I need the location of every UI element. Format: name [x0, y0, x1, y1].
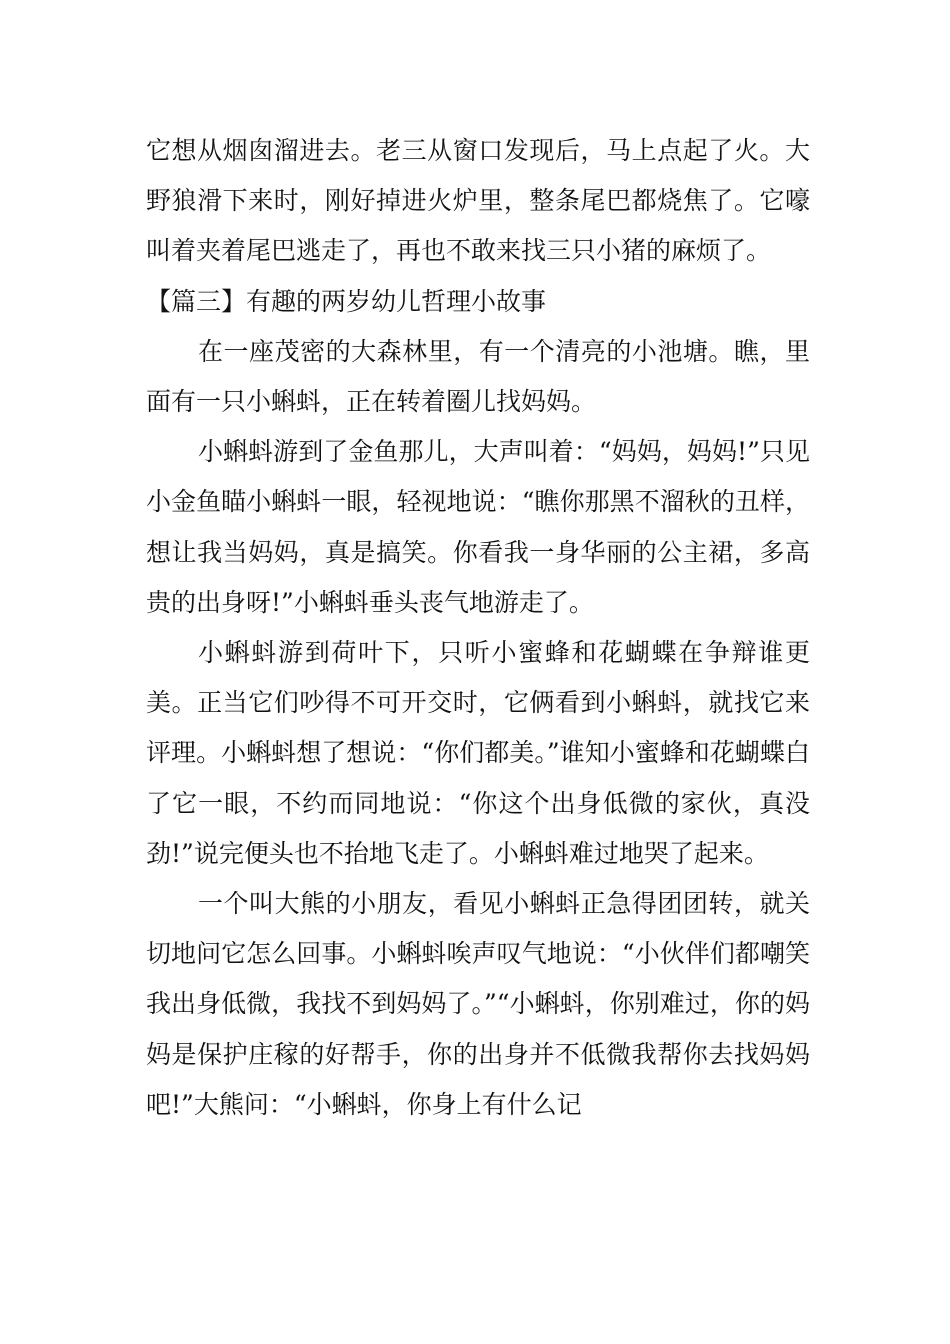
paragraph: 一个叫大熊的小朋友，看见小蝌蚪正急得团团转，就关切地问它怎么回事。小蝌蚪唉声叹气地说：“小伙伴们都嘲笑我出身低微，我找不到妈妈了。”“小蝌蚪，你别难过，你的妈妈是保护庄稼的好帮手，你的出身并不低微我帮你去找妈妈吧!”大熊问：“小蝌蚪，你身上有什么记 — [146, 889, 810, 1119]
section-heading: 【篇三】有趣的两岁幼儿哲理小故事 — [146, 286, 547, 316]
paragraph: 小蝌蚪游到荷叶下，只听小蜜蜂和花蝴蝶在争辩谁更美。正当它们吵得不可开交时，它俩看到小蝌蚪，就找它来评理。小蝌蚪想了想说：“你们都美。”谁知小蜜蜂和花蝴蝶白了它一眼，不约而同地说：“你这个出身低微的家伙，真没劲!”说完便头也不抬地飞走了。小蝌蚪难过地哭了起来。 — [146, 638, 810, 868]
paragraph: 小蝌蚪游到了金鱼那儿，大声叫着：“妈妈，妈妈!”只见小金鱼瞄小蝌蚪一眼，轻视地说：“瞧你那黑不溜秋的丑样，想让我当妈妈，真是搞笑。你看我一身华丽的公主裙，多高贵的出身呀!”小蝌蚪垂头丧气地游走了。 — [146, 437, 810, 617]
paragraph: 在一座茂密的大森林里，有一个清亮的小池塘。瞧，里面有一只小蝌蚪，正在转着圈儿找妈妈。 — [146, 336, 810, 417]
document-body — [146, 126, 810, 1130]
paragraph-continued: 它想从烟囱溜进去。老三从窗口发现后，马上点起了火。大野狼滑下来时，刚好掉进火炉里，整条尾巴都烧焦了。它嚎叫着夹着尾巴逃走了，再也不敢来找三只小猪的麻烦了。 — [146, 136, 810, 266]
